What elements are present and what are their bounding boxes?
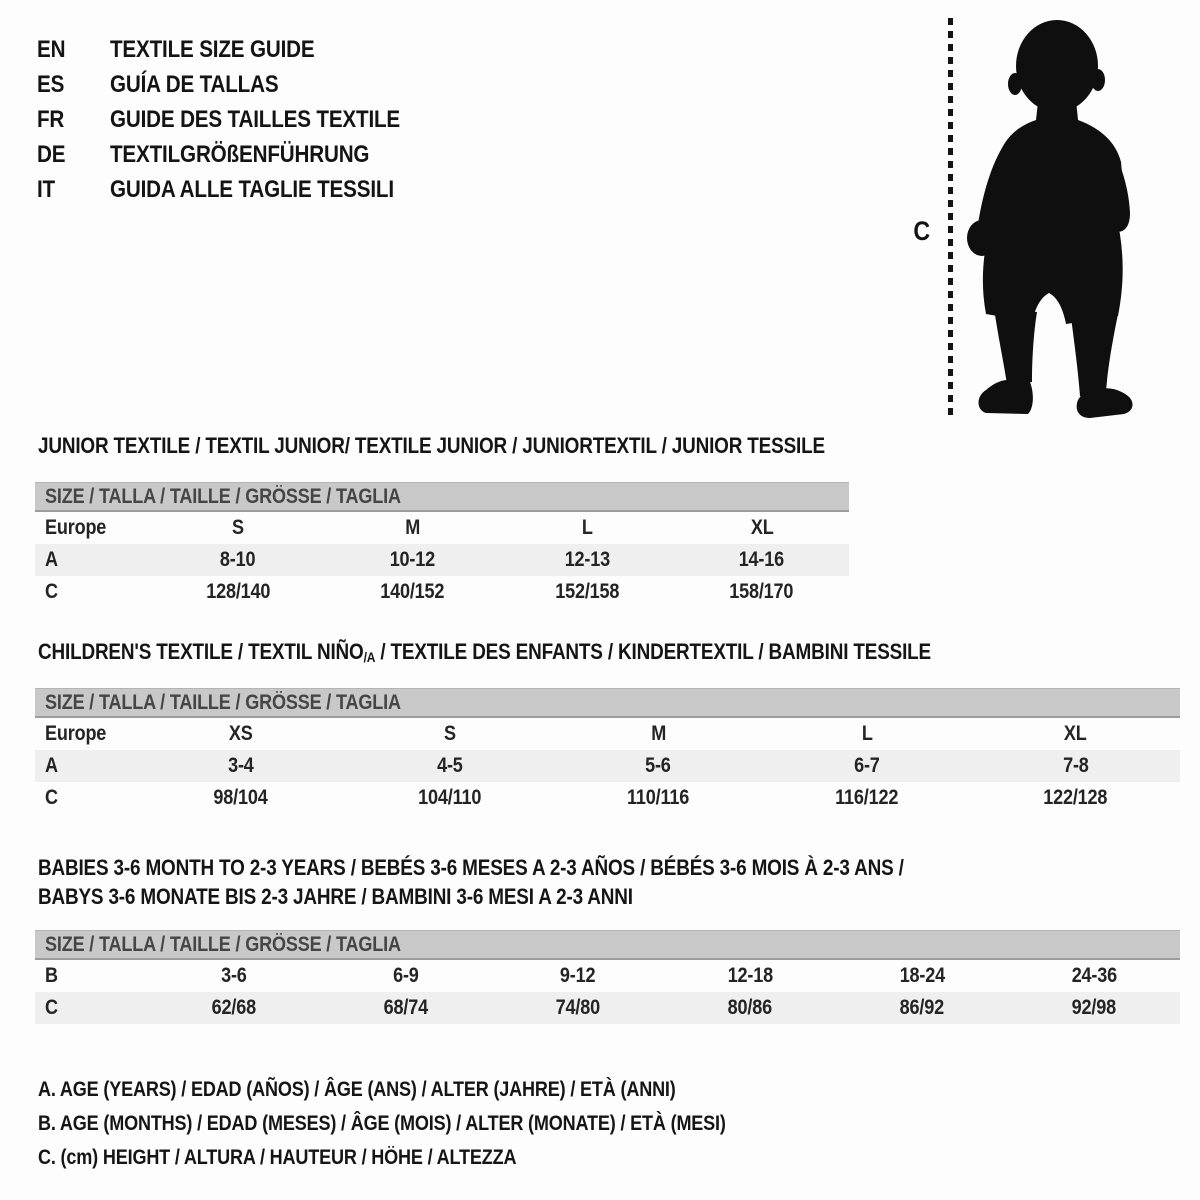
language-row — [37, 137, 447, 172]
babies-size-table — [35, 930, 1180, 1024]
size-header-bar — [35, 930, 1180, 960]
value-cell: 4-5 — [436, 754, 463, 777]
size-header-text: SIZE / TALLA / TAILLE / GRÖSSE / TAGLIA — [45, 485, 401, 508]
value-cell: 18-24 — [899, 964, 945, 987]
row-label-cell: A — [45, 548, 58, 571]
size-header-bar — [35, 688, 1180, 718]
language-label: GUIDA ALLE TAGLIE TESSILI — [109, 176, 394, 203]
legend-line-a — [38, 1073, 838, 1107]
table-row — [35, 512, 849, 544]
value-cell: 12-13 — [564, 548, 610, 571]
value-cell: 68/74 — [383, 996, 429, 1019]
value-cell: 122/128 — [1043, 786, 1108, 809]
row-label-cell: Europe — [45, 722, 107, 745]
language-row — [37, 32, 447, 67]
section-title-text: / TEXTILE DES ENFANTS / KINDERTEXTIL / BAMBINI TESSILE — [375, 639, 932, 664]
value-cell: 10-12 — [389, 548, 436, 571]
value-cell: 104/110 — [418, 786, 482, 809]
section-title-children — [38, 640, 1076, 669]
language-label: TEXTILGRÖßENFÜHRUNG — [109, 141, 369, 168]
value-cell: 12-18 — [727, 964, 773, 987]
value-cell: 8-10 — [220, 548, 256, 571]
junior-size-table — [35, 482, 849, 608]
legend-line-b — [38, 1107, 838, 1141]
size-header-bar — [35, 482, 849, 512]
language-row — [37, 102, 447, 137]
table-row — [35, 782, 1180, 814]
table-row — [35, 576, 849, 608]
measure-label-text: C — [913, 216, 930, 246]
table-row — [35, 960, 1180, 992]
value-cell: 3-4 — [228, 754, 254, 777]
language-code: FR — [37, 106, 65, 133]
value-cell: 62/68 — [211, 996, 257, 1019]
table-row — [35, 992, 1180, 1024]
value-cell: 158/170 — [729, 580, 794, 603]
value-cell: 110/116 — [627, 786, 690, 809]
section-title-text: BABYS 3-6 MONATE BIS 2-3 JAHRE / BAMBINI 3-6 MESI A 2-3 ANNI — [38, 884, 633, 909]
section-title-text: JUNIOR TEXTILE / TEXTIL JUNIOR/ TEXTILE JUNIOR / JUNIORTEXTIL / JUNIOR TESSILE — [38, 433, 825, 458]
value-cell: 6-9 — [393, 964, 419, 987]
row-label-cell: C — [45, 786, 58, 809]
value-cell: XL — [1064, 722, 1088, 745]
value-cell: S — [232, 516, 245, 539]
children-size-table — [35, 688, 1180, 814]
measure-legend — [38, 1073, 838, 1175]
value-cell: XS — [229, 722, 253, 745]
value-cell: M — [405, 516, 421, 539]
language-row — [37, 67, 447, 102]
language-label: TEXTILE SIZE GUIDE — [109, 36, 315, 63]
size-header-text: SIZE / TALLA / TAILLE / GRÖSSE / TAGLIA — [45, 691, 401, 714]
value-cell: 140/152 — [380, 580, 445, 603]
table-row — [35, 718, 1180, 750]
measure-label-c — [912, 216, 931, 247]
row-label-cell: Europe — [45, 516, 107, 539]
value-cell: 5-6 — [645, 754, 672, 777]
value-cell: S — [443, 722, 456, 745]
section-title-junior — [38, 434, 953, 458]
legend-line-c — [38, 1141, 838, 1175]
language-code: EN — [37, 36, 66, 63]
height-measure-dashed-line — [948, 18, 953, 416]
value-cell: 80/86 — [727, 996, 773, 1019]
row-label-cell: C — [45, 580, 58, 603]
legend-text: A. AGE (YEARS) / EDAD (AÑOS) / ÂGE (ANS) / ALTER (JAHRE) / ETÀ (ANNI) — [38, 1078, 676, 1101]
value-cell: 98/104 — [213, 786, 269, 809]
value-cell: XL — [750, 516, 774, 539]
value-cell: M — [650, 722, 666, 745]
value-cell: 7-8 — [1062, 754, 1089, 777]
section-title-text: BABIES 3-6 MONTH TO 2-3 YEARS / BEBÉS 3-6 MESES A 2-3 AÑOS / BÉBÉS 3-6 MOIS À 2-3 ANS / — [38, 855, 904, 880]
language-row — [37, 172, 447, 207]
value-cell: 74/80 — [555, 996, 601, 1019]
table-body — [35, 960, 1180, 1024]
table-row — [35, 544, 849, 576]
value-cell: 128/140 — [206, 580, 271, 603]
language-code: IT — [37, 176, 56, 203]
language-code: ES — [37, 71, 65, 98]
table-body — [35, 512, 849, 608]
legend-text: B. AGE (MONTHS) / EDAD (MESES) / ÂGE (MOIS) / ALTER (MONATE) / ETÀ (MESI) — [38, 1112, 726, 1135]
value-cell: 14-16 — [739, 548, 785, 571]
value-cell: 86/92 — [899, 996, 945, 1019]
value-cell: 9-12 — [560, 964, 596, 987]
value-cell: 3-6 — [221, 964, 247, 987]
value-cell: 152/158 — [555, 580, 620, 603]
section-title-text: CHILDREN'S TEXTILE / TEXTIL NIÑO — [38, 639, 364, 664]
row-label-cell: C — [45, 996, 58, 1019]
row-label-cell: A — [45, 754, 58, 777]
row-label-cell: B — [45, 964, 58, 987]
value-cell: 6-7 — [854, 754, 880, 777]
value-cell: 24-36 — [1071, 964, 1117, 987]
section-title-babies — [38, 853, 1045, 911]
legend-text: C. (cm) HEIGHT / ALTURA / HAUTEUR / HÖHE / ALTEZZA — [38, 1146, 517, 1169]
value-cell: 92/98 — [1071, 996, 1117, 1019]
value-cell: 116/122 — [835, 786, 899, 809]
table-row — [35, 750, 1180, 782]
language-label: GUÍA DE TALLAS — [109, 71, 279, 98]
table-body — [35, 718, 1180, 814]
section-title-subscript: /A — [363, 649, 376, 665]
language-title-block — [37, 32, 447, 207]
toddler-silhouette — [958, 16, 1140, 422]
value-cell: L — [861, 722, 873, 745]
language-label: GUIDE DES TAILLES TEXTILE — [109, 106, 400, 133]
language-code: DE — [37, 141, 66, 168]
size-header-text: SIZE / TALLA / TAILLE / GRÖSSE / TAGLIA — [45, 933, 401, 956]
value-cell: L — [581, 516, 593, 539]
